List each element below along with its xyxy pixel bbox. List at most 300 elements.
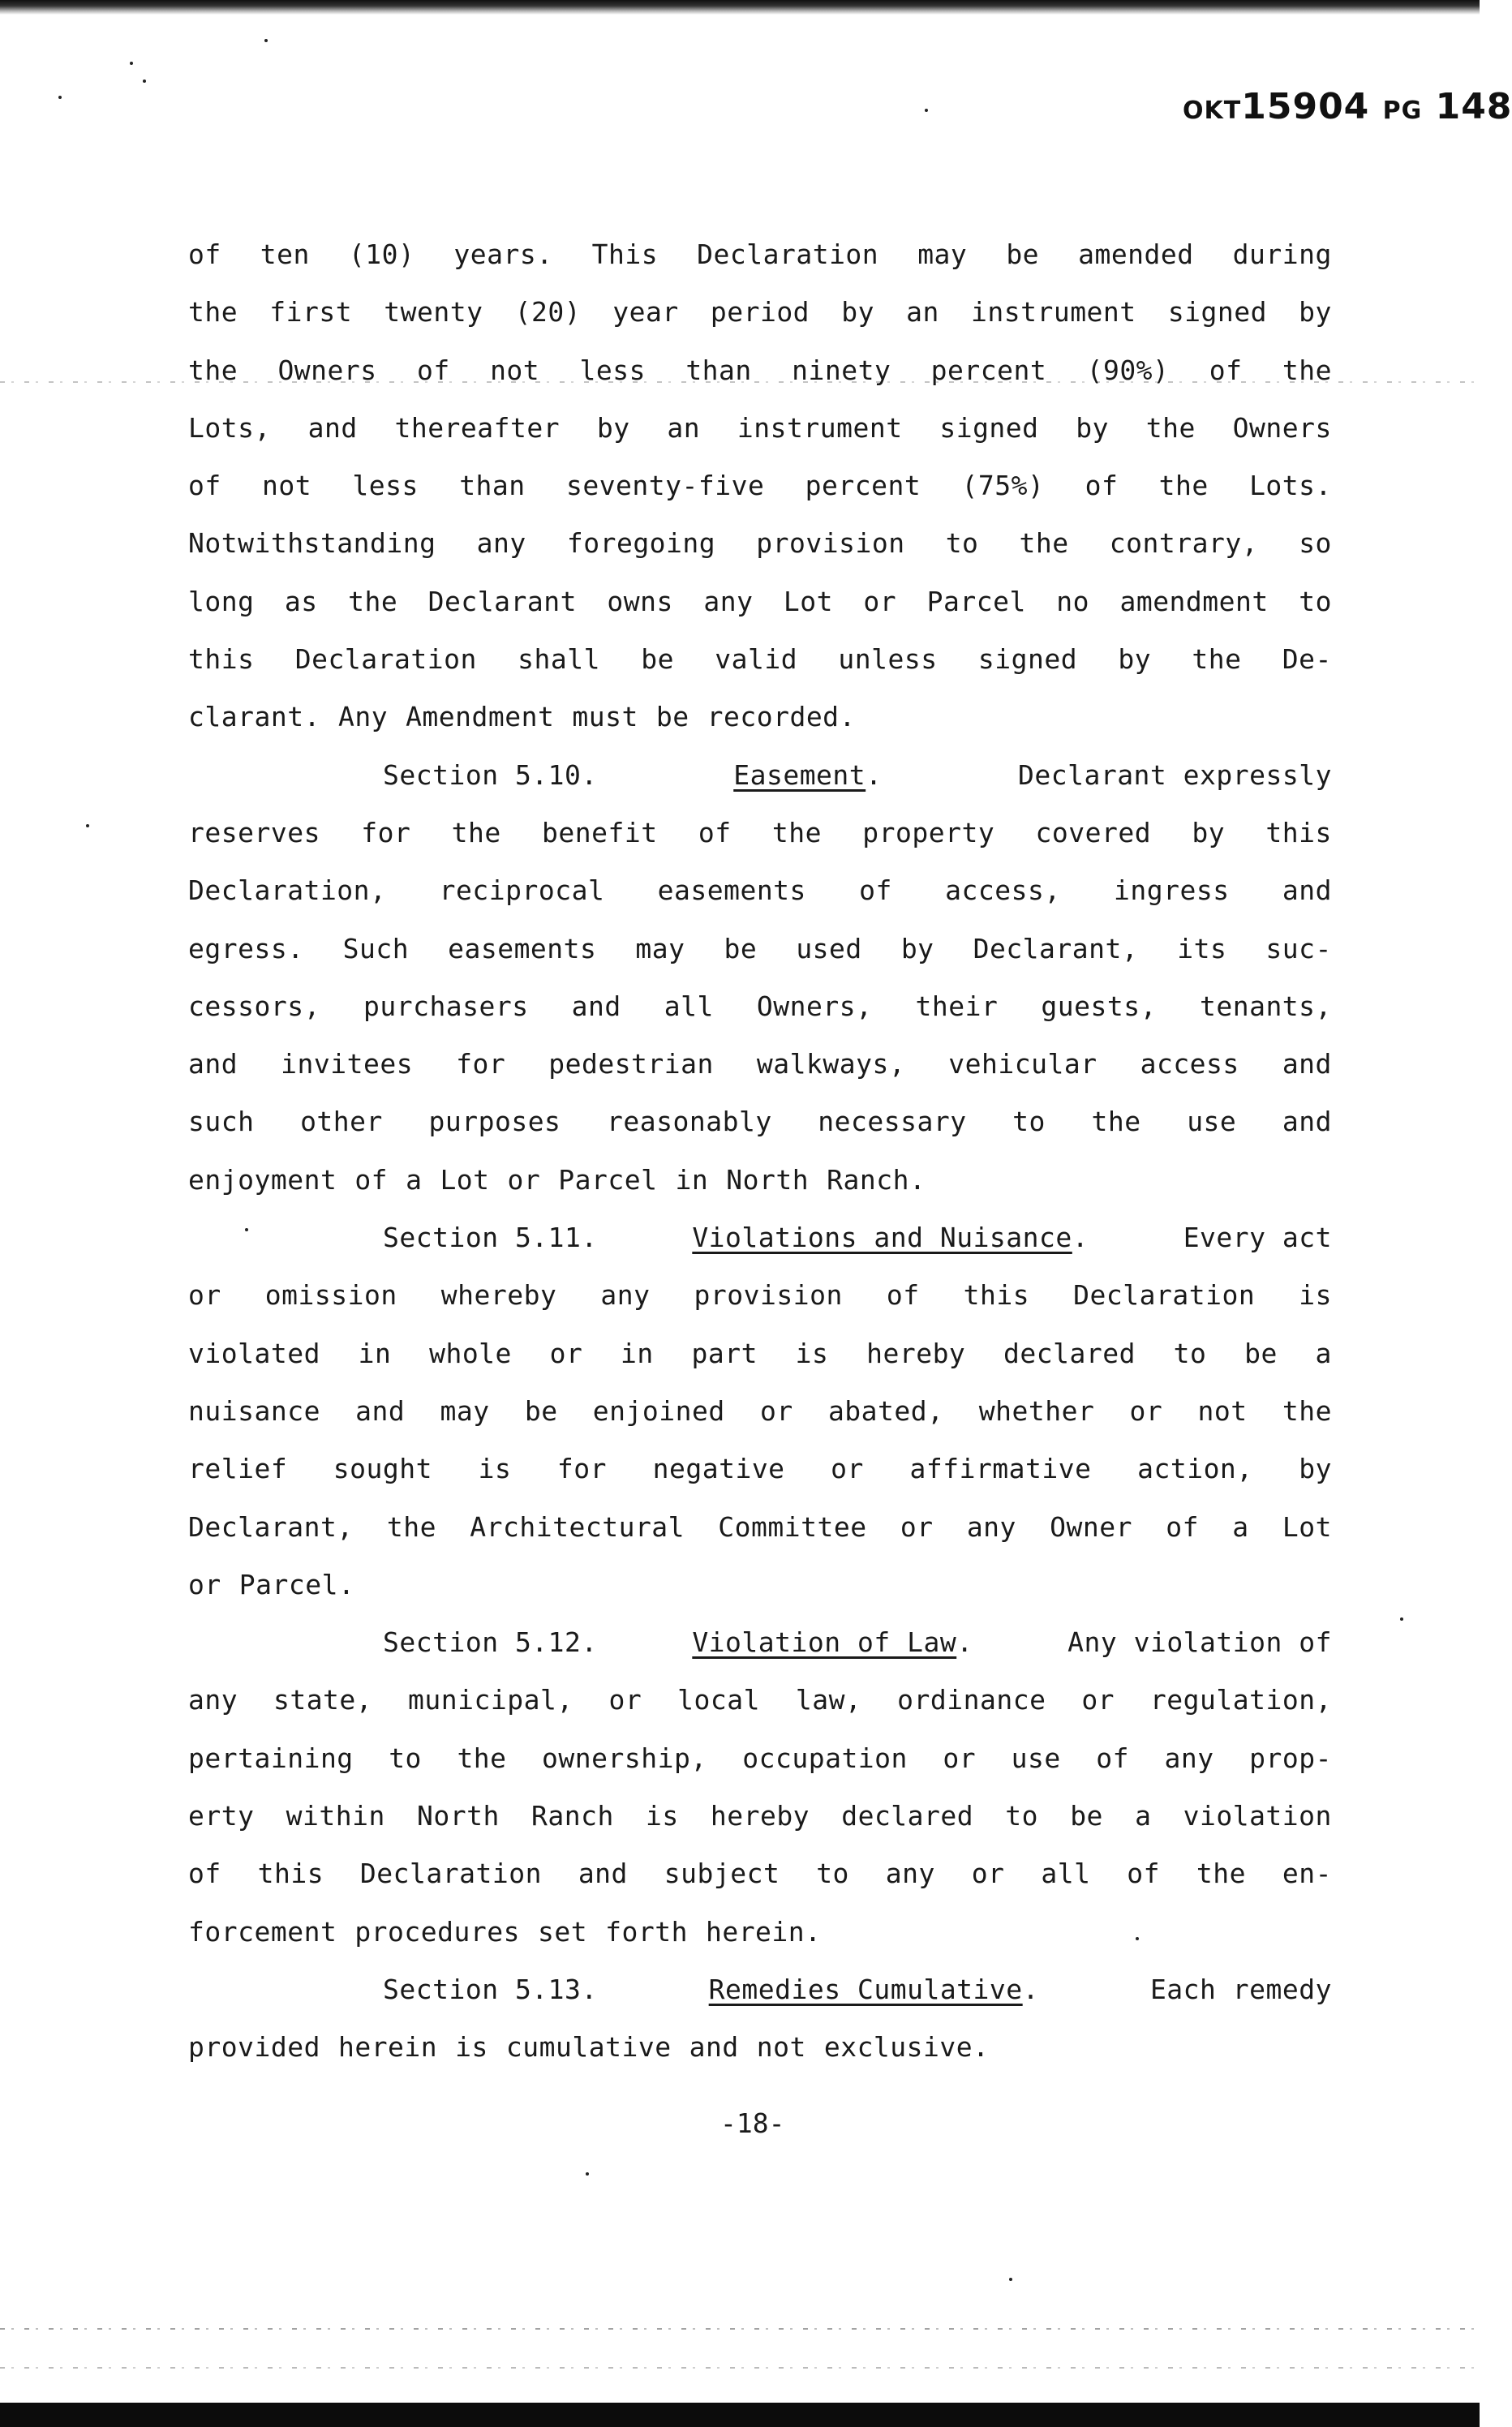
section-title: Easement. — [733, 758, 883, 791]
scan-noise-line — [0, 2367, 1480, 2369]
word: cumulative — [505, 2031, 672, 2064]
scan-speck — [1400, 1617, 1403, 1621]
word: guests, — [1041, 990, 1157, 1022]
section-number: Section 5.13. — [383, 1973, 598, 2005]
word: or — [188, 1279, 221, 1312]
word: Declarant, — [188, 1510, 354, 1543]
word: such — [188, 1106, 255, 1138]
word: Parcel — [558, 1163, 658, 1196]
section-heading-5-11 — [188, 1209, 1332, 1266]
word: egress. — [188, 932, 304, 964]
scan-speck — [264, 39, 268, 42]
word: all — [1041, 1858, 1091, 1890]
word: amended — [1078, 238, 1194, 270]
text-line — [188, 1093, 1332, 1150]
word: pertaining — [188, 1742, 354, 1774]
text-line — [188, 1440, 1332, 1497]
word: forth — [605, 1915, 688, 1948]
text-line — [188, 1671, 1332, 1729]
word: law, — [795, 1684, 862, 1716]
word: instrument — [970, 296, 1136, 329]
text-line — [188, 630, 1332, 688]
word: by — [841, 296, 874, 329]
word: seventy-five — [565, 470, 765, 502]
word: Amendment — [406, 701, 555, 733]
word: by — [1192, 816, 1226, 848]
word: municipal, — [408, 1684, 573, 1716]
word: contrary, — [1109, 527, 1259, 560]
word: procedures — [354, 1915, 520, 1948]
book-number: 15904 — [1241, 86, 1370, 127]
word: Lot — [783, 585, 833, 617]
text-line — [188, 1729, 1332, 1787]
word: reciprocal — [439, 874, 605, 907]
word: by — [900, 932, 934, 964]
text-line — [188, 514, 1332, 572]
word: herein. — [705, 1915, 822, 1948]
word: the — [1158, 470, 1209, 502]
word: use — [1187, 1106, 1237, 1138]
word: not — [756, 2031, 806, 2064]
word: ten — [260, 238, 310, 270]
word: for — [556, 1453, 608, 1485]
word: not — [490, 354, 540, 386]
word: first — [269, 296, 353, 329]
word: the — [1282, 1394, 1332, 1427]
word: to — [1005, 1800, 1039, 1832]
word: valid — [715, 643, 798, 676]
text-line — [188, 1903, 1332, 1961]
word: pedestrian — [548, 1048, 714, 1080]
word: provided — [188, 2031, 320, 2064]
text-line — [188, 1151, 1332, 1209]
word: purchasers — [363, 990, 529, 1022]
word: be — [524, 1394, 558, 1427]
word: negative — [652, 1453, 785, 1485]
word: year — [612, 296, 679, 329]
word: Lots. — [1249, 470, 1332, 502]
word: the — [1019, 527, 1069, 560]
word: its — [1177, 932, 1227, 964]
word: less — [352, 470, 419, 502]
word: North — [416, 1800, 500, 1832]
scan-speck — [1009, 2278, 1012, 2281]
word: be — [1006, 238, 1040, 270]
word: of — [416, 354, 450, 386]
word: this — [1265, 816, 1332, 848]
word: walkways, — [756, 1048, 906, 1080]
word: or — [971, 1858, 1005, 1890]
section-heading-5-13 — [188, 1961, 1332, 2018]
word: enjoyment — [188, 1163, 337, 1196]
page-prefix: PG — [1382, 97, 1423, 125]
word: period — [710, 296, 810, 329]
word: and — [689, 2031, 739, 2064]
word: Lots, — [188, 411, 271, 444]
word: access — [1140, 1048, 1239, 1080]
page-reference: 148 — [1435, 86, 1512, 127]
section-number: Section 5.10. — [383, 758, 598, 791]
word: is — [1299, 1279, 1332, 1312]
word: be — [724, 932, 758, 964]
word: or — [831, 1453, 864, 1485]
word: of — [698, 816, 732, 848]
text-line — [188, 283, 1332, 341]
word: of — [188, 1858, 221, 1890]
word: an — [667, 411, 701, 444]
word: ownership, — [542, 1742, 707, 1774]
word: be — [1070, 1800, 1103, 1832]
word: less — [579, 354, 646, 386]
text-line — [188, 226, 1332, 283]
word: ingress — [1114, 874, 1230, 907]
text-line — [188, 2018, 1332, 2076]
word: signed — [977, 643, 1078, 676]
word: en- — [1282, 1858, 1332, 1890]
word: exclusive. — [823, 2031, 990, 2064]
word: (20) — [514, 296, 582, 329]
word: declared — [1003, 1337, 1136, 1369]
word: to — [389, 1742, 422, 1774]
word: any — [1164, 1742, 1214, 1774]
word: Declaration, — [188, 874, 387, 907]
word: use — [1011, 1742, 1061, 1774]
word: North — [726, 1163, 810, 1196]
word: any — [966, 1510, 1016, 1543]
word: cessors, — [188, 990, 320, 1022]
word: of — [188, 238, 221, 270]
text-line — [188, 1787, 1332, 1845]
word: affirmative — [909, 1453, 1092, 1485]
word: prop- — [1249, 1742, 1332, 1774]
word: the — [1196, 1858, 1246, 1890]
word: easements — [448, 932, 597, 964]
word: by — [1299, 1453, 1332, 1485]
word: unless — [838, 643, 938, 676]
text-line — [188, 920, 1332, 977]
word: any — [703, 585, 754, 617]
word: and — [307, 411, 358, 444]
word: abated, — [827, 1394, 944, 1427]
word: part — [691, 1337, 758, 1369]
word: whole — [429, 1337, 512, 1369]
word: benefit — [542, 816, 658, 848]
word: provision — [694, 1279, 843, 1312]
word: enjoined — [592, 1394, 725, 1427]
text-line — [188, 861, 1332, 919]
word: amendment — [1119, 585, 1269, 617]
scan-noise-line — [0, 2328, 1480, 2330]
word: or — [507, 1163, 541, 1196]
word: any — [885, 1858, 935, 1890]
word: and — [578, 1858, 628, 1890]
word: purposes — [428, 1106, 561, 1138]
word: hereby — [866, 1337, 966, 1369]
word: a — [1135, 1800, 1152, 1832]
word: Parcel — [926, 585, 1026, 617]
section-lead-text: Any violation of — [1067, 1626, 1332, 1659]
word: all — [664, 990, 714, 1022]
word: (10) — [348, 238, 415, 270]
word: used — [796, 932, 862, 964]
word: violation — [1183, 1800, 1332, 1832]
word: of — [1166, 1510, 1199, 1543]
word: other — [300, 1106, 383, 1138]
word: or — [549, 1337, 583, 1369]
word: reasonably — [607, 1106, 772, 1138]
word: local — [677, 1684, 760, 1716]
word: not — [262, 470, 312, 502]
word: and — [355, 1394, 406, 1427]
word: reserves — [188, 816, 320, 848]
word: Any — [337, 701, 389, 733]
word: may — [440, 1394, 490, 1427]
word: and — [1282, 874, 1332, 907]
word: or — [1081, 1684, 1115, 1716]
word: of — [1209, 354, 1243, 386]
word: action, — [1137, 1453, 1253, 1485]
text-line — [188, 1266, 1332, 1324]
word: (75%) — [961, 470, 1045, 502]
word: and — [188, 1048, 238, 1080]
word: years. — [453, 238, 553, 270]
word: instrument — [737, 411, 903, 444]
word: or — [943, 1742, 977, 1774]
section-heading-5-10 — [188, 746, 1332, 804]
word: set — [538, 1915, 588, 1948]
word: Owner — [1050, 1510, 1132, 1543]
word: a — [406, 1163, 423, 1196]
book-page-reference — [1183, 86, 1512, 127]
word: sought — [333, 1453, 433, 1485]
word: in — [358, 1337, 392, 1369]
word: is — [645, 1800, 679, 1832]
word: Declaration — [1073, 1279, 1256, 1312]
word: Owners, — [756, 990, 873, 1022]
word: of — [354, 1163, 389, 1196]
word: Ranch. — [827, 1163, 926, 1196]
word: not — [1197, 1394, 1248, 1427]
text-line — [188, 341, 1332, 399]
word: this — [257, 1858, 324, 1890]
word: or — [863, 585, 897, 617]
section-title: Violations and Nuisance. — [692, 1222, 1089, 1254]
word: a — [1315, 1337, 1332, 1369]
word: percent — [805, 470, 921, 502]
scan-speck — [143, 79, 146, 83]
scan-speck — [925, 109, 928, 112]
scan-bottom-edge — [0, 2403, 1480, 2427]
word: thereafter — [394, 411, 561, 444]
word: the — [188, 354, 238, 386]
word: Owners — [277, 354, 377, 386]
word: of — [886, 1279, 920, 1312]
word: Declaration — [359, 1858, 542, 1890]
word: of — [1096, 1742, 1130, 1774]
word: percent — [930, 354, 1047, 386]
word: Architectural — [470, 1510, 685, 1543]
word: provision — [756, 527, 905, 560]
word: Ranch — [530, 1800, 614, 1832]
word: be — [641, 643, 674, 676]
section-title: Violation of Law. — [692, 1626, 973, 1659]
word: an — [906, 296, 939, 329]
word: the — [188, 296, 238, 329]
word: in — [675, 1163, 709, 1196]
word: covered — [1035, 816, 1152, 848]
word: the — [1091, 1106, 1141, 1138]
word: erty — [188, 1800, 255, 1832]
word: violated — [188, 1337, 320, 1369]
word: the — [451, 816, 501, 848]
section-heading-5-12 — [188, 1613, 1332, 1671]
word: may — [917, 238, 968, 270]
text-line — [188, 1325, 1332, 1382]
word: property — [862, 816, 995, 848]
word: and — [1282, 1048, 1332, 1080]
scan-speck — [86, 824, 89, 827]
word: vehicular — [948, 1048, 1097, 1080]
word: as — [284, 585, 318, 617]
word: or — [1129, 1394, 1163, 1427]
word: nuisance — [188, 1394, 320, 1427]
word: to — [945, 527, 979, 560]
word: Parcel. — [238, 1568, 355, 1600]
word: omission — [264, 1279, 397, 1312]
word: for — [361, 816, 411, 848]
word: shall — [518, 643, 600, 676]
word: suc- — [1265, 932, 1332, 964]
word: Owners — [1232, 411, 1332, 444]
word: subject — [664, 1858, 780, 1890]
word: or — [759, 1394, 793, 1427]
document-body — [188, 226, 1332, 2077]
word: for — [456, 1048, 506, 1080]
section-title: Remedies Cumulative. — [708, 1973, 1040, 2005]
word: signed — [939, 411, 1039, 444]
word: is — [455, 2031, 488, 2064]
word: this — [963, 1279, 1030, 1312]
word: relief — [188, 1453, 288, 1485]
word: by — [1299, 296, 1332, 329]
word: any — [476, 527, 526, 560]
word: Lot — [1282, 1510, 1332, 1543]
word: declared — [841, 1800, 974, 1832]
word: Lot — [440, 1163, 490, 1196]
word: invitees — [281, 1048, 414, 1080]
word: ordinance — [897, 1684, 1046, 1716]
word: of — [1127, 1858, 1161, 1890]
word: (90%) — [1086, 354, 1170, 386]
word: to — [1173, 1337, 1207, 1369]
word: signed — [1167, 296, 1268, 329]
word: must — [572, 701, 638, 733]
word: to — [816, 1858, 849, 1890]
word: be — [1244, 1337, 1278, 1369]
scan-speck — [586, 2172, 589, 2176]
word: Such — [342, 932, 410, 964]
word: necessary — [818, 1106, 967, 1138]
word: owns — [607, 585, 673, 617]
word: be — [655, 701, 689, 733]
word: the — [1192, 643, 1242, 676]
word: or — [900, 1510, 934, 1543]
word: or — [188, 1568, 221, 1600]
word: tenants, — [1199, 990, 1332, 1022]
word: of — [1085, 470, 1119, 502]
section-lead-text: Every act — [1183, 1222, 1332, 1254]
word: twenty — [384, 296, 483, 329]
word: of — [859, 874, 892, 907]
word: to — [1012, 1106, 1046, 1138]
word: to — [1299, 585, 1332, 617]
word: De- — [1282, 643, 1332, 676]
word: forcement — [188, 1915, 337, 1948]
word: of — [188, 470, 221, 502]
word: whereby — [440, 1279, 557, 1312]
word: Committee — [718, 1510, 867, 1543]
word: a — [1232, 1510, 1249, 1543]
word: no — [1056, 585, 1090, 617]
scan-top-edge — [0, 0, 1480, 15]
word: Declarant, — [973, 932, 1139, 964]
word: may — [635, 932, 685, 964]
word: by — [1118, 643, 1152, 676]
word: occupation — [742, 1742, 908, 1774]
text-line — [188, 1382, 1332, 1440]
word: than — [459, 470, 526, 502]
word: or — [608, 1684, 642, 1716]
word: any — [600, 1279, 651, 1312]
text-line — [188, 1498, 1332, 1556]
word: Notwithstanding — [188, 527, 436, 560]
word: is — [478, 1453, 512, 1485]
word: recorded. — [707, 701, 856, 733]
word: so — [1299, 527, 1332, 560]
word: hereby — [710, 1800, 810, 1832]
word: any — [188, 1684, 238, 1716]
section-number: Section 5.12. — [383, 1626, 598, 1659]
word: ninety — [792, 354, 891, 386]
word: is — [795, 1337, 829, 1369]
word: the — [386, 1510, 437, 1543]
text-line — [188, 1035, 1332, 1093]
word: whether — [978, 1394, 1095, 1427]
word: by — [1076, 411, 1110, 444]
text-line — [188, 573, 1332, 630]
word: the — [457, 1742, 507, 1774]
scan-speck — [130, 62, 133, 65]
word: state, — [273, 1684, 373, 1716]
section-lead-text: Declarant expressly — [1017, 758, 1332, 791]
page-number: -18- — [720, 2107, 785, 2139]
section-number: Section 5.11. — [383, 1222, 598, 1254]
word: the — [771, 816, 823, 848]
word: Declaration — [697, 238, 879, 270]
word: by — [596, 411, 630, 444]
scan-speck — [58, 96, 62, 99]
word: Declaration — [294, 643, 477, 676]
word: and — [1282, 1106, 1332, 1138]
word: the — [1282, 354, 1332, 386]
word: their — [915, 990, 999, 1022]
word: the — [1145, 411, 1196, 444]
word: herein — [337, 2031, 438, 2064]
text-line — [188, 804, 1332, 861]
word: regulation, — [1149, 1684, 1332, 1716]
word: during — [1232, 238, 1332, 270]
text-line — [188, 1845, 1332, 1902]
